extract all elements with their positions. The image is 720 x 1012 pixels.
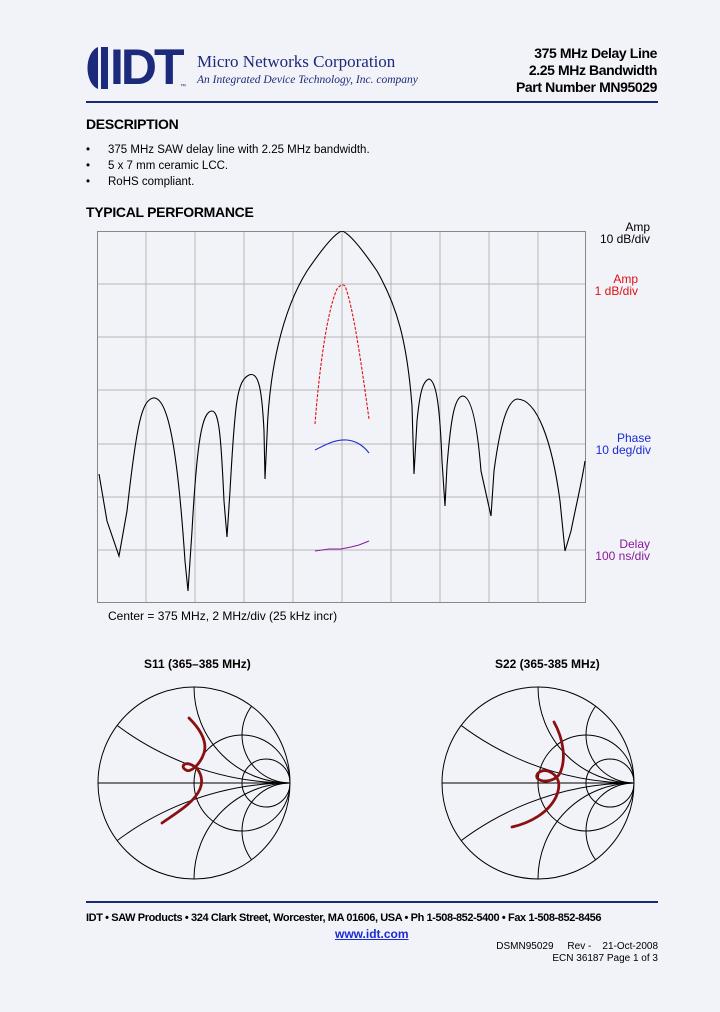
list-item: • 5 x 7 mm ceramic LCC. xyxy=(108,158,370,174)
company-name: Micro Networks Corporation xyxy=(197,52,396,71)
s22-smith-chart xyxy=(440,685,636,881)
chart-caption: Center = 375 MHz, 2 MHz/div (25 kHz incr) xyxy=(108,609,338,623)
s11-title: S11 (365–385 MHz) xyxy=(144,657,251,671)
s22-title: S22 (365-385 MHz) xyxy=(495,657,600,671)
performance-heading: TYPICAL PERFORMANCE xyxy=(86,204,254,220)
list-item: • 375 MHz SAW delay line with 2.25 MHz bandwidth. xyxy=(108,142,370,158)
company-tagline: An Integrated Device Technology, Inc. company xyxy=(197,74,418,86)
chart-grid xyxy=(97,231,586,603)
ecn-page-number: ECN 36187 Page 1 of 3 xyxy=(552,953,658,964)
footer-rule xyxy=(86,901,658,903)
description-list xyxy=(108,142,370,190)
label-delay: Delay 100 ns/div xyxy=(595,537,650,563)
label-amp-10db: Amp 10 dB/div xyxy=(599,220,650,246)
title-line-2: 2.25 MHz Bandwidth xyxy=(528,62,657,78)
website-link[interactable]: www.idt.com xyxy=(335,927,409,941)
footer-contact-line: IDT • SAW Products • 324 Clark Street, Worcester, MA 01606, USA • Ph 1-508-852-5400 • Fax 1-508-852-8456 xyxy=(86,912,602,924)
logo-wordmark: IDT xyxy=(110,39,182,95)
label-amp-1db: Amp 1 dB/div xyxy=(594,272,638,298)
header-rule xyxy=(86,101,658,103)
performance-chart xyxy=(97,231,586,603)
s11-trace xyxy=(162,718,205,823)
description-heading: DESCRIPTION xyxy=(86,116,179,132)
trademark-symbol: ™ xyxy=(180,84,186,90)
list-item: • RoHS compliant. xyxy=(108,174,370,190)
document-number: DSMN95029 Rev - 21-Oct-2008 xyxy=(496,941,658,952)
label-phase: Phase 10 deg/div xyxy=(595,431,651,457)
title-line-3: Part Number MN95029 xyxy=(515,79,657,95)
s11-smith-chart xyxy=(96,685,292,881)
s22-trace xyxy=(512,722,563,827)
product-title xyxy=(516,45,657,96)
title-line-1: 375 MHz Delay Line xyxy=(534,45,657,61)
